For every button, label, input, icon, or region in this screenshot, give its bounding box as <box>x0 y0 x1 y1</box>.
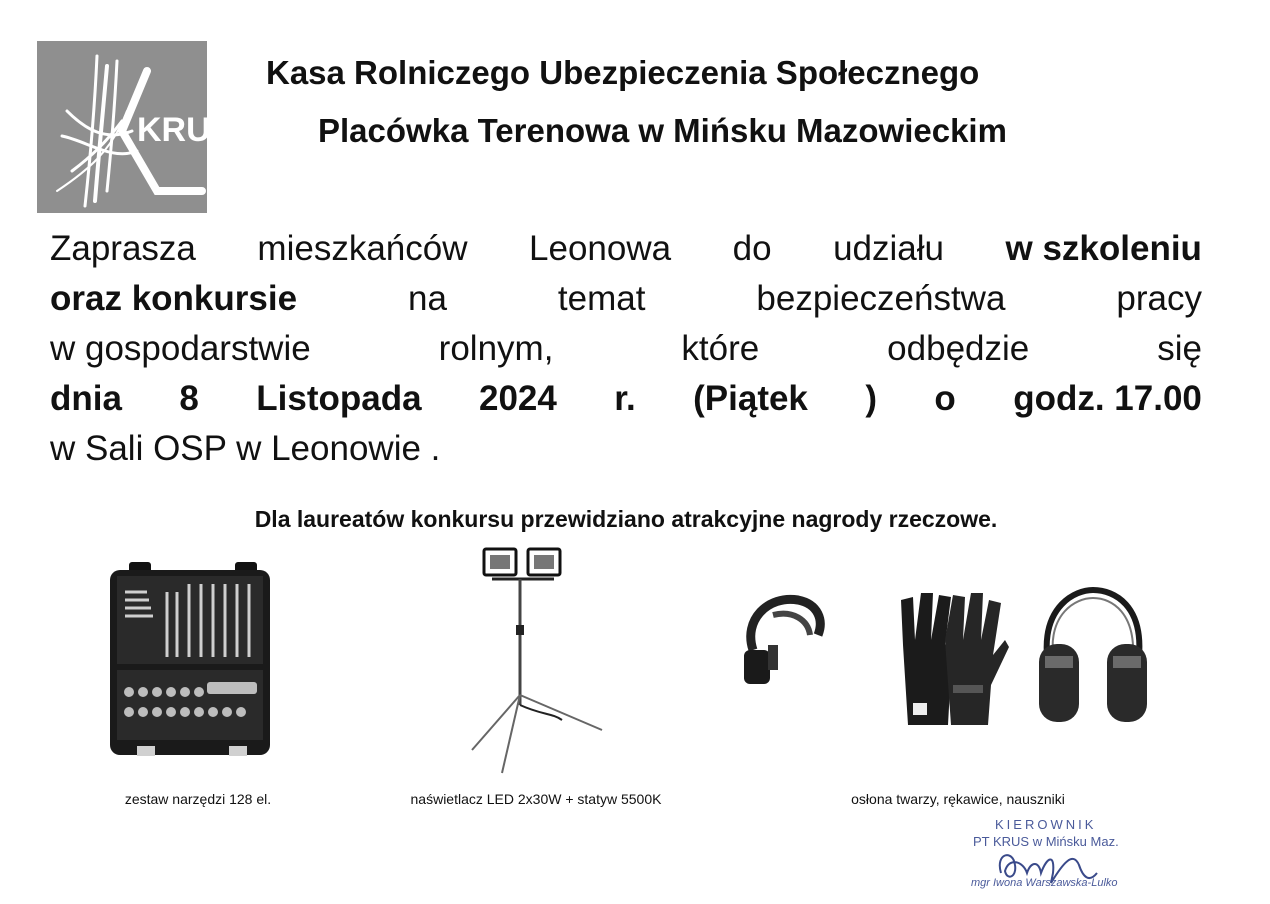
invitation-line-5 <box>50 424 1202 474</box>
word-bold: godz. 17.00 <box>1013 379 1202 418</box>
word: bezpieczeństwa <box>756 279 1006 318</box>
word-bold: (Piątek <box>693 379 808 418</box>
logo-text: KRUS <box>137 111 234 149</box>
word-bold: w szkoleniu <box>1005 229 1202 268</box>
gloves-image <box>893 585 1011 740</box>
word: odbędzie <box>887 329 1030 368</box>
led-lamp-image <box>462 545 612 782</box>
word: Leonowa <box>529 229 672 268</box>
word-bold: Listopada <box>256 379 422 418</box>
invitation-line-3 <box>50 324 1202 374</box>
header-line-2: Placówka Terenowa w Mińsku Mazowieckim <box>318 112 1007 149</box>
word-bold: 2024 <box>478 379 557 418</box>
prize-caption-led-lamp: naświetlacz LED 2x30W + statyw 5500K <box>410 791 662 807</box>
word: Zaprasza <box>50 229 196 268</box>
invitation-text <box>50 224 1202 474</box>
prize-caption-protection: osłona twarzy, rękawice, nauszniki <box>851 791 1065 807</box>
prize-caption-toolset: zestaw narzędzi 128 el. <box>124 791 272 807</box>
word-bold: ) <box>865 379 877 418</box>
krus-logo <box>37 41 234 213</box>
stamp-signatory: mgr Iwona Warszawska-Lulko <box>971 877 1118 889</box>
invitation-line-2 <box>50 274 1202 324</box>
prizes-note: Dla laureatów konkursu przewidziano atrakcyjne nagrody rzeczowe. <box>254 506 998 532</box>
word: się <box>1157 329 1202 368</box>
word: które <box>681 329 760 368</box>
word: na <box>408 279 447 318</box>
word-bold: oraz konkursie <box>50 279 298 318</box>
word: do <box>732 229 772 268</box>
invitation-line-1 <box>50 224 1202 274</box>
toolset-image <box>107 562 279 767</box>
word: temat <box>557 279 646 318</box>
stamp-office: PT KRUS w Mińsku Maz. <box>973 834 1119 849</box>
ear-muffs-image <box>1035 586 1150 731</box>
word-bold: dnia <box>50 379 122 418</box>
word: mieszkańców <box>257 229 468 268</box>
word: pracy <box>1116 279 1202 318</box>
word: w gospodarstwie <box>50 329 311 368</box>
word-bold: o <box>934 379 956 418</box>
word-bold: 8 <box>179 379 199 418</box>
face-shield-image <box>738 590 828 695</box>
word: rolnym, <box>438 329 554 368</box>
word: udziału <box>833 229 944 268</box>
stamp-title: KIEROWNIK <box>995 817 1097 832</box>
invitation-line-4 <box>50 374 1202 424</box>
signature-stamp <box>945 817 1165 897</box>
word-bold: r. <box>614 379 636 418</box>
word: w Sali OSP w Leonowie . <box>50 429 441 468</box>
header-line-1: Kasa Rolniczego Ubezpieczenia Społecznego <box>266 54 980 91</box>
